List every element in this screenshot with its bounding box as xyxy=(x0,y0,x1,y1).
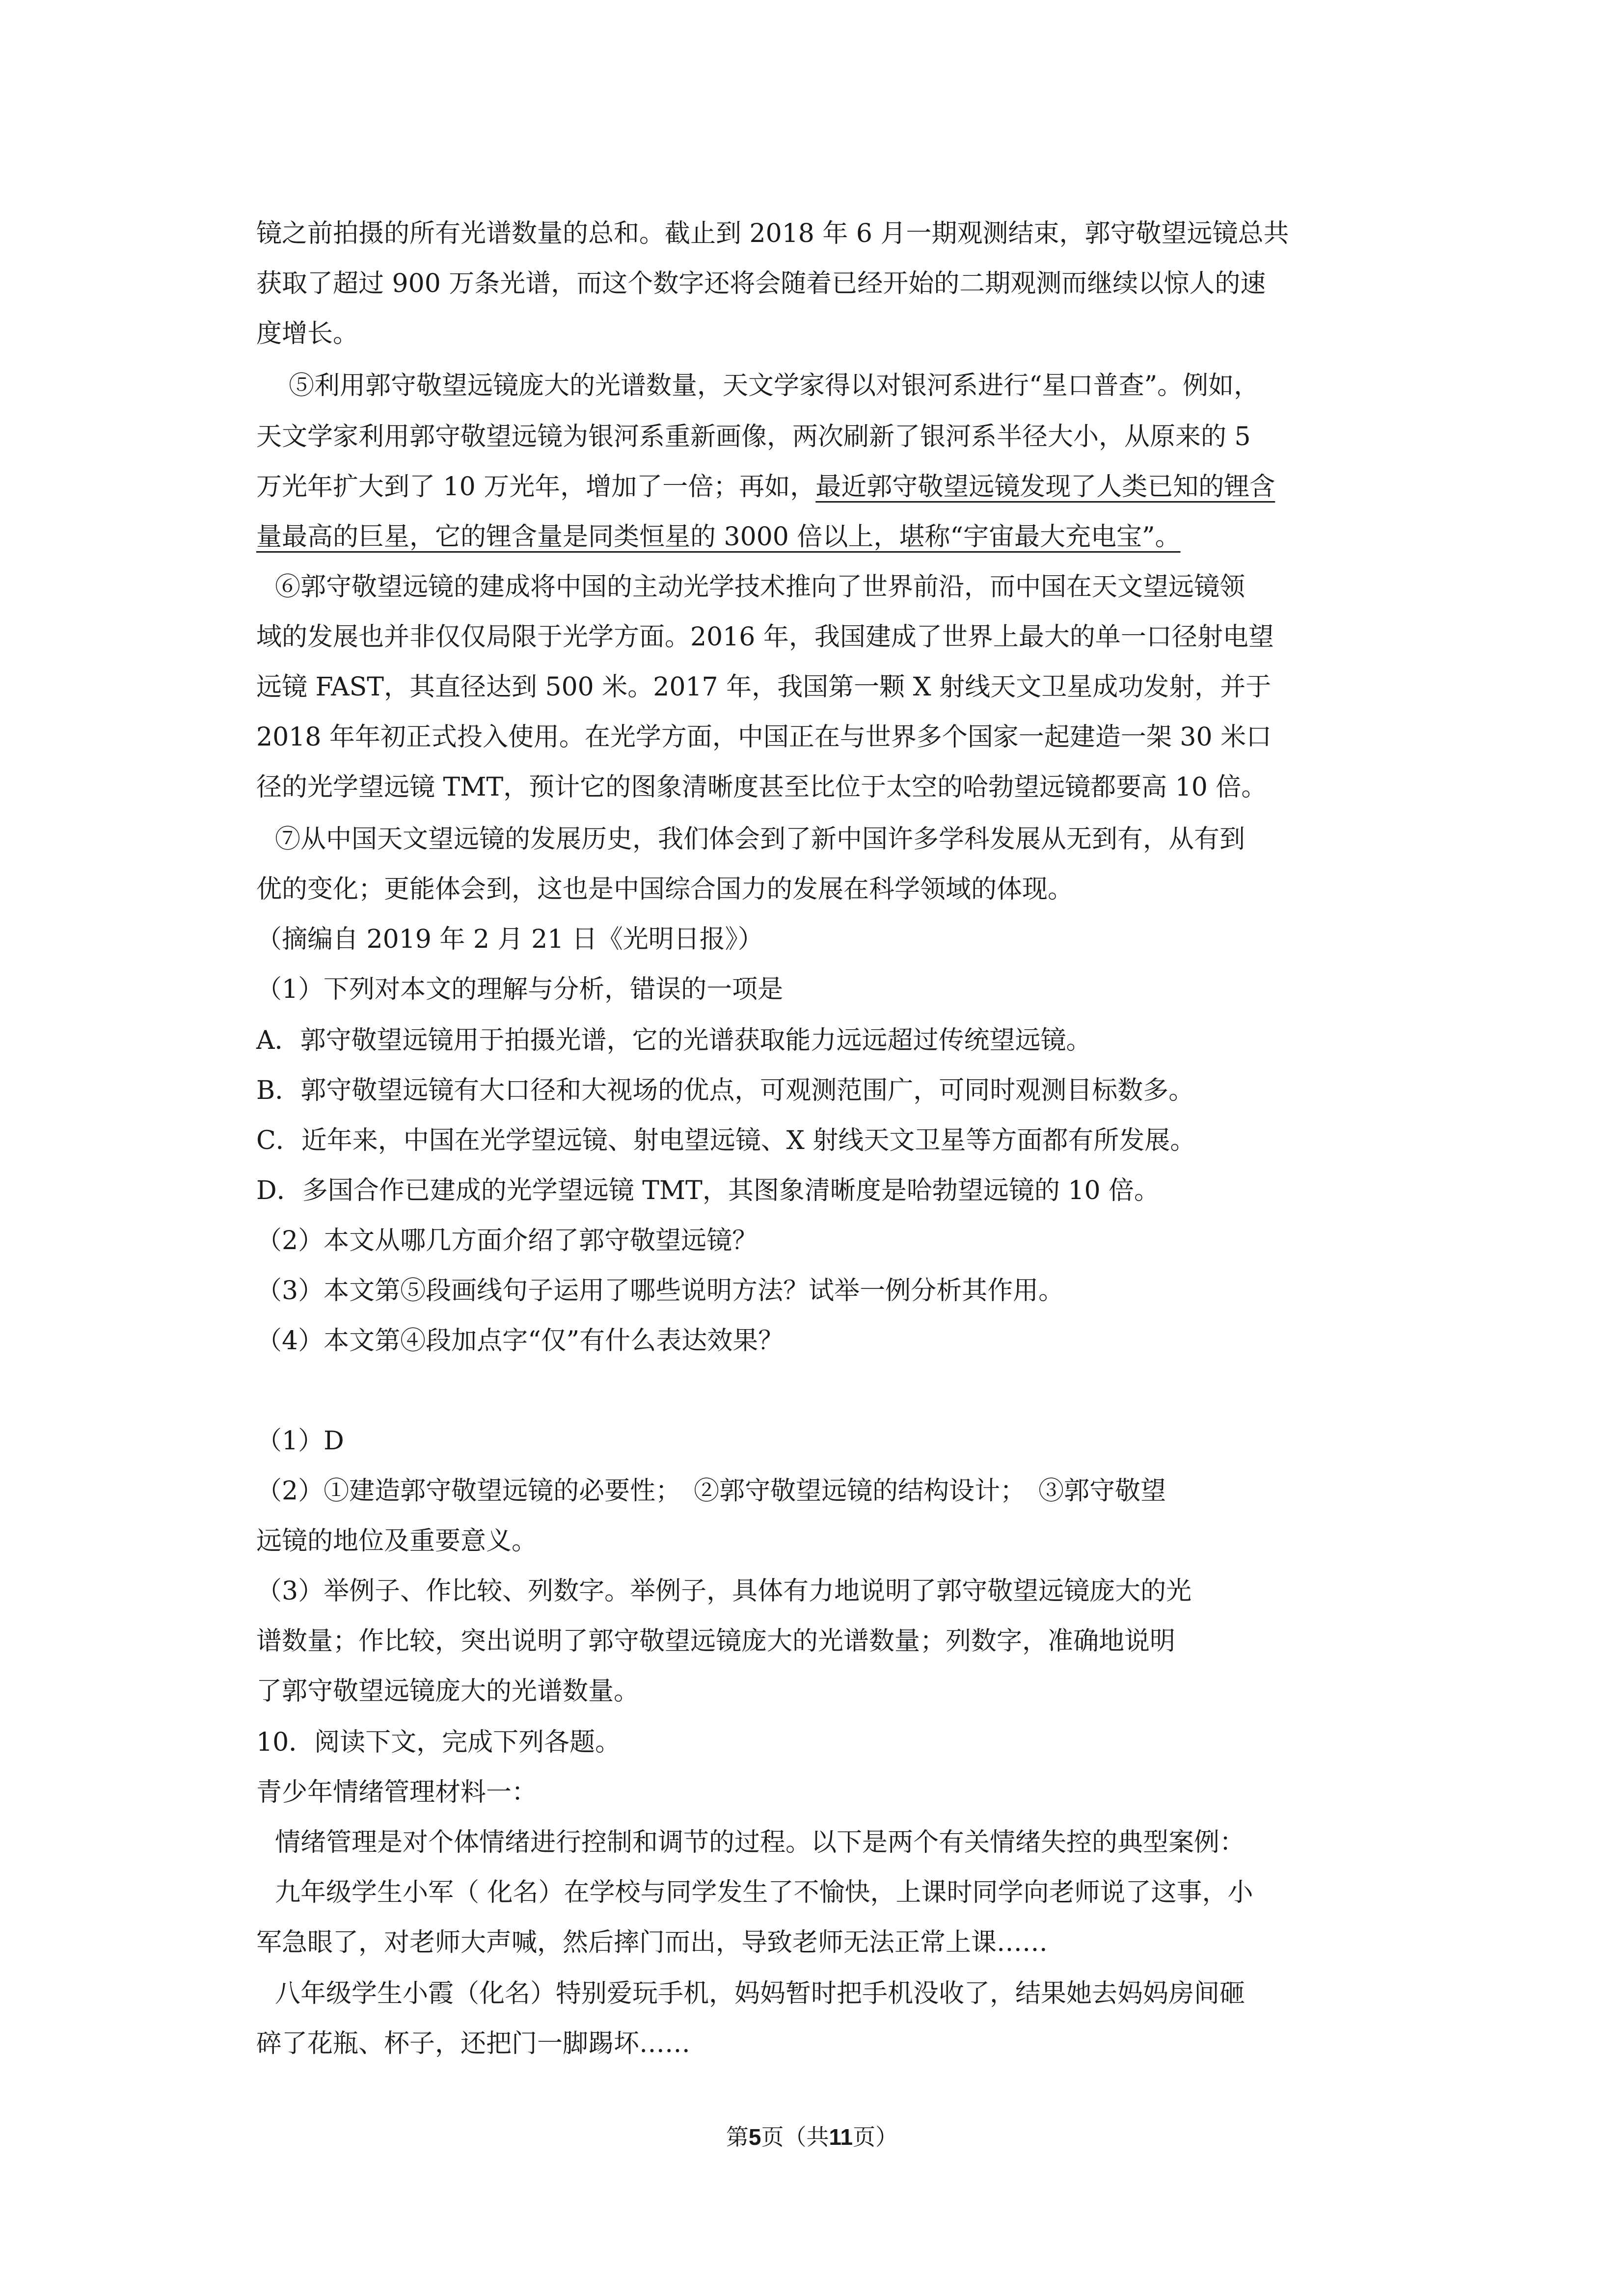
passage-line: 度增长。 xyxy=(256,319,359,348)
footer-suffix: 页） xyxy=(853,2124,898,2150)
case-1-line: 军急眼了，对老师大声喊，然后摔门而出，导致老师无法正常上课…… xyxy=(256,1928,1048,1957)
question-10-heading: 10．阅读下文，完成下列各题。 xyxy=(256,1728,621,1757)
footer-total-pages: 11 xyxy=(829,2124,853,2150)
case-1-line: 九年级学生小军（ 化名）在学校与同学发生了不愉快，上课时同学向老师说了这事，小 xyxy=(275,1878,1253,1907)
paragraph-6-line: 远镜 FAST，其直径达到 500 米。2017 年，我国第一颗 X 射线天文卫星成功发射，并于 xyxy=(256,672,1272,702)
page-footer xyxy=(0,2119,1624,2152)
source-citation: （摘编自 2019 年 2 月 21 日《光明日报》） xyxy=(256,925,763,954)
footer-page-number: 5 xyxy=(748,2124,761,2150)
paragraph-6-line: ⑥郭守敬望远镜的建成将中国的主动光学技术推向了世界前沿，而中国在天文望远镜领 xyxy=(275,572,1245,602)
passage-line: 镜之前拍摄的所有光谱数量的总和。截止到 2018 年 6 月一期观测结束，郭守敬望远镜总共 xyxy=(256,219,1289,248)
question-2: （2）本文从哪几方面介绍了郭守敬望远镜？ xyxy=(256,1226,758,1255)
option-a: A．郭守敬望远镜用于拍摄光谱，它的光谱获取能力远远超过传统望远镜。 xyxy=(256,1026,1092,1055)
paragraph-5-line xyxy=(256,474,1275,500)
case-2-line: 八年级学生小霞（化名）特别爱玩手机，妈妈暂时把手机没收了，结果她去妈妈房间砸 xyxy=(275,1979,1245,2008)
paragraph-7-line: ⑦从中国天文望远镜的发展历史，我们体会到了新中国许多学科发展从无到有，从有到 xyxy=(275,825,1245,854)
question-1: （1）下列对本文的理解与分析，错误的一项是 xyxy=(256,975,784,1004)
material-title: 青少年情绪管理材料一： xyxy=(256,1778,538,1807)
material-intro: 情绪管理是对个体情绪进行控制和调节的过程。以下是两个有关情绪失控的典型案例： xyxy=(275,1828,1245,1857)
footer-middle: 页（共 xyxy=(761,2124,829,2150)
passage-line: 获取了超过 900 万条光谱，而这个数字还将会随着已经开始的二期观测而继续以惊人的速 xyxy=(256,269,1266,298)
question-3: （3）本文第⑤段画线句子运用了哪些说明方法？试举一例分析其作用。 xyxy=(256,1276,1064,1306)
paragraph-5-text: 万光年扩大到了 10 万光年，增加了一倍；再如， xyxy=(256,472,816,502)
underlined-sentence: 最近郭守敬望远镜发现了人类已知的锂含 xyxy=(815,472,1275,502)
answer-2-line: （2）①建造郭守敬望远镜的必要性； ②郭守敬望远镜的结构设计； ③郭守敬望 xyxy=(256,1476,1166,1506)
option-b: B．郭守敬望远镜有大口径和大视场的优点，可观测范围广，可同时观测目标数多。 xyxy=(256,1076,1194,1105)
paragraph-6-line: 2018 年年初正式投入使用。在光学方面，中国正在与世界多个国家一起建造一架 30 米口 xyxy=(256,722,1272,752)
paragraph-6-line: 域的发展也并非仅仅局限于光学方面。2016 年，我国建成了世界上最大的单一口径射电望 xyxy=(256,622,1274,652)
case-2-line: 碎了花瓶、杯子，还把门一脚踢坏…… xyxy=(256,2029,691,2058)
answer-2-line: 远镜的地位及重要意义。 xyxy=(256,1526,538,1556)
option-d: D．多国合作已建成的光学望远镜 TMT，其图象清晰度是哈勃望远镜的 10 倍。 xyxy=(256,1176,1160,1205)
answer-3-line: 谱数量；作比较，突出说明了郭守敬望远镜庞大的光谱数量；列数字，准确地说明 xyxy=(256,1627,1176,1656)
question-4: （4）本文第④段加点字“仅”有什么表达效果？ xyxy=(256,1326,784,1356)
paragraph-7-line: 优的变化；更能体会到，这也是中国综合国力的发展在科学领域的体现。 xyxy=(256,875,1074,904)
paragraph-5-line: ⑤利用郭守敬望远镜庞大的光谱数量，天文学家得以对银河系进行“星口普查”。例如， xyxy=(289,371,1260,400)
underlined-sentence: 量最高的巨星，它的锂含量是同类恒星的 3000 倍以上，堪称“宇宙最大充电宝”。 xyxy=(256,522,1181,552)
paragraph-5-line: 天文学家利用郭守敬望远镜为银河系重新画像，两次刷新了银河系半径大小，从原来的 5 xyxy=(256,422,1251,452)
answer-1: （1）D xyxy=(256,1426,344,1456)
option-c: C．近年来，中国在光学望远镜、射电望远镜、X 射线天文卫星等方面都有所发展。 xyxy=(256,1126,1196,1155)
paragraph-6-line: 径的光学望远镜 TMT，预计它的图象清晰度甚至比位于太空的哈勃望远镜都要高 10 倍。 xyxy=(256,773,1267,802)
footer-prefix: 第 xyxy=(726,2124,749,2150)
answer-3-line: （3）举例子、作比较、列数字。举例子，具体有力地说明了郭守敬望远镜庞大的光 xyxy=(256,1576,1192,1606)
answer-3-line: 了郭守敬望远镜庞大的光谱数量。 xyxy=(256,1677,640,1706)
